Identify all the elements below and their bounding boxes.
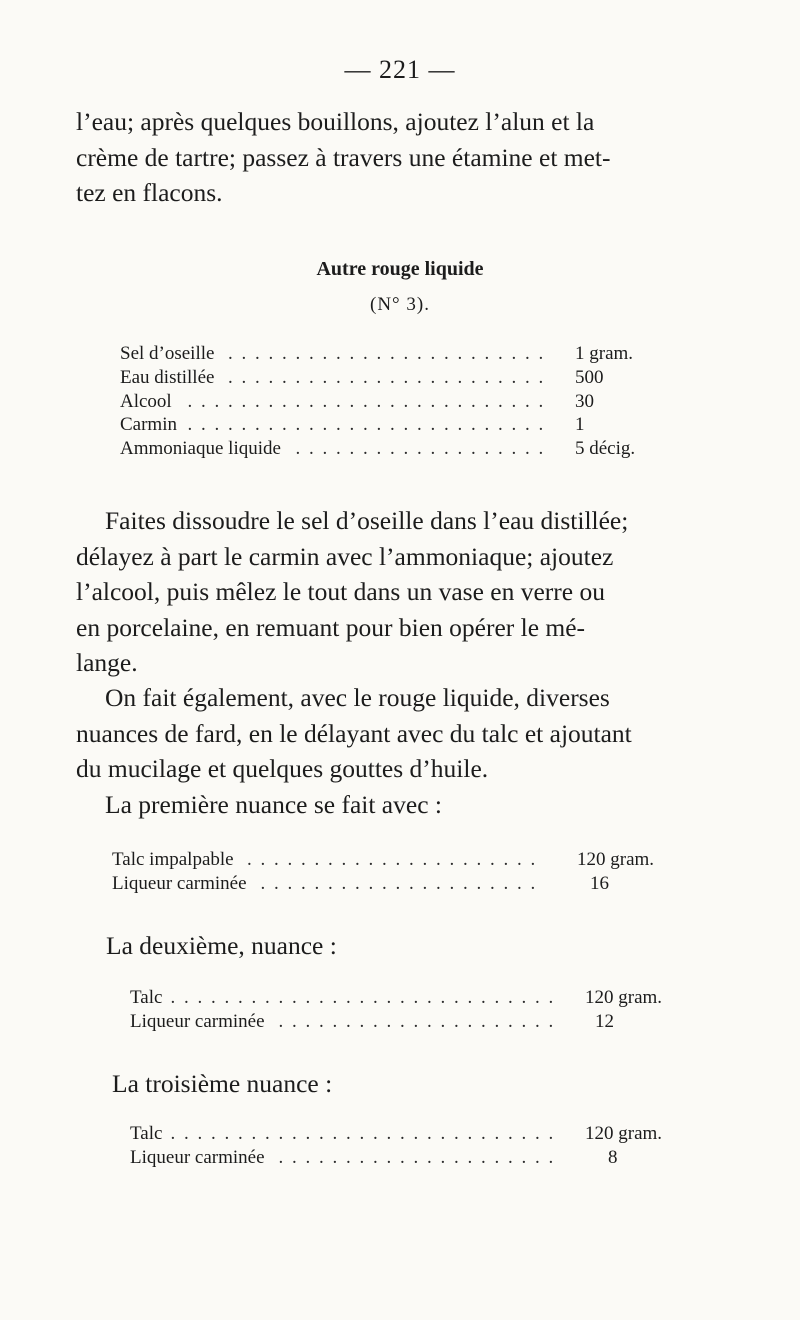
ingredient-qty: 5 décig. xyxy=(575,438,636,460)
section-title: Autre rouge liquide xyxy=(316,258,484,280)
recipe-row xyxy=(130,1010,690,1034)
intro-paragraph xyxy=(76,104,698,211)
ingredient-name: Talc xyxy=(130,987,168,1008)
recipe-row xyxy=(130,986,690,1010)
recipe-row xyxy=(120,342,680,366)
ingredient-name: Carmin xyxy=(120,414,183,435)
recipe-row xyxy=(112,872,672,896)
ingredient-name: Ammoniaque liquide xyxy=(120,438,287,459)
ingredient-qty: 12 xyxy=(595,1010,614,1032)
recipe-nuance-2 xyxy=(130,986,690,1034)
text-line: délayez à part le carmin avec l’ammoniaque; ajoutez xyxy=(76,541,614,571)
page-number: — 221 — xyxy=(344,55,456,84)
text-line: l’alcool, puis mêlez le tout dans un vase en verre ou xyxy=(76,577,605,606)
text-line: nuances de fard, en le délayant avec du talc et ajoutant xyxy=(76,718,632,748)
text-line: lange. xyxy=(76,648,138,677)
paragraph-nuances xyxy=(76,680,698,822)
ingredient-name: Liqueur carminée xyxy=(130,1147,271,1168)
ingredient-name: Sel d’oseille xyxy=(120,343,220,364)
recipe-main xyxy=(120,342,680,461)
recipe-row xyxy=(120,413,680,437)
ingredient-name: Liqueur carminée xyxy=(112,873,253,894)
ingredient-name: Eau distillée xyxy=(120,367,220,388)
ingredient-qty: 1 gram. xyxy=(575,343,634,364)
nuance-2-label: La deuxième, nuance : xyxy=(106,931,337,960)
recipe-row xyxy=(120,437,680,461)
recipe-row xyxy=(130,1146,690,1170)
text-line: crème de tartre; passez à travers une étamine et met- xyxy=(76,142,611,172)
ingredient-name: Talc xyxy=(130,1123,168,1144)
recipe-row xyxy=(112,848,672,872)
text-line: On fait également, avec le rouge liquide, diverses xyxy=(105,683,610,712)
text-line: du mucilage et quelques gouttes d’huile. xyxy=(76,754,489,783)
section-number: (N° 3). xyxy=(370,294,430,315)
text-line: en porcelaine, en remuant pour bien opérer le mé- xyxy=(76,612,586,642)
recipe-row xyxy=(120,390,680,414)
recipe-nuance-3 xyxy=(130,1122,690,1170)
recipe-nuance-1 xyxy=(112,848,672,896)
ingredient-qty: 8 xyxy=(608,1146,618,1168)
text-line: La première nuance se fait avec : xyxy=(105,789,442,819)
paragraph-instructions xyxy=(76,503,698,681)
ingredient-qty: 1 xyxy=(575,414,585,436)
ingredient-qty: 500 xyxy=(575,366,604,388)
ingredient-name: Talc impalpable xyxy=(112,849,240,870)
nuance-3-label: La troisième nuance : xyxy=(112,1069,333,1098)
ingredient-qty: 120 gram. xyxy=(577,849,655,870)
recipe-row xyxy=(120,366,680,390)
text-line: tez en flacons. xyxy=(76,178,223,207)
recipe-row xyxy=(130,1122,690,1146)
ingredient-name: Alcool xyxy=(120,391,178,412)
ingredient-qty: 30 xyxy=(575,390,594,412)
ingredient-qty: 16 xyxy=(590,872,609,894)
ingredient-qty: 120 gram. xyxy=(585,987,663,1008)
ingredient-name: Liqueur carminée xyxy=(130,1011,271,1032)
ingredient-qty: 120 gram. xyxy=(585,1123,663,1144)
text-line: l’eau; après quelques bouillons, ajoutez l’alun et la xyxy=(76,107,595,136)
text-line: Faites dissoudre le sel d’oseille dans l’eau distillée; xyxy=(105,506,629,535)
